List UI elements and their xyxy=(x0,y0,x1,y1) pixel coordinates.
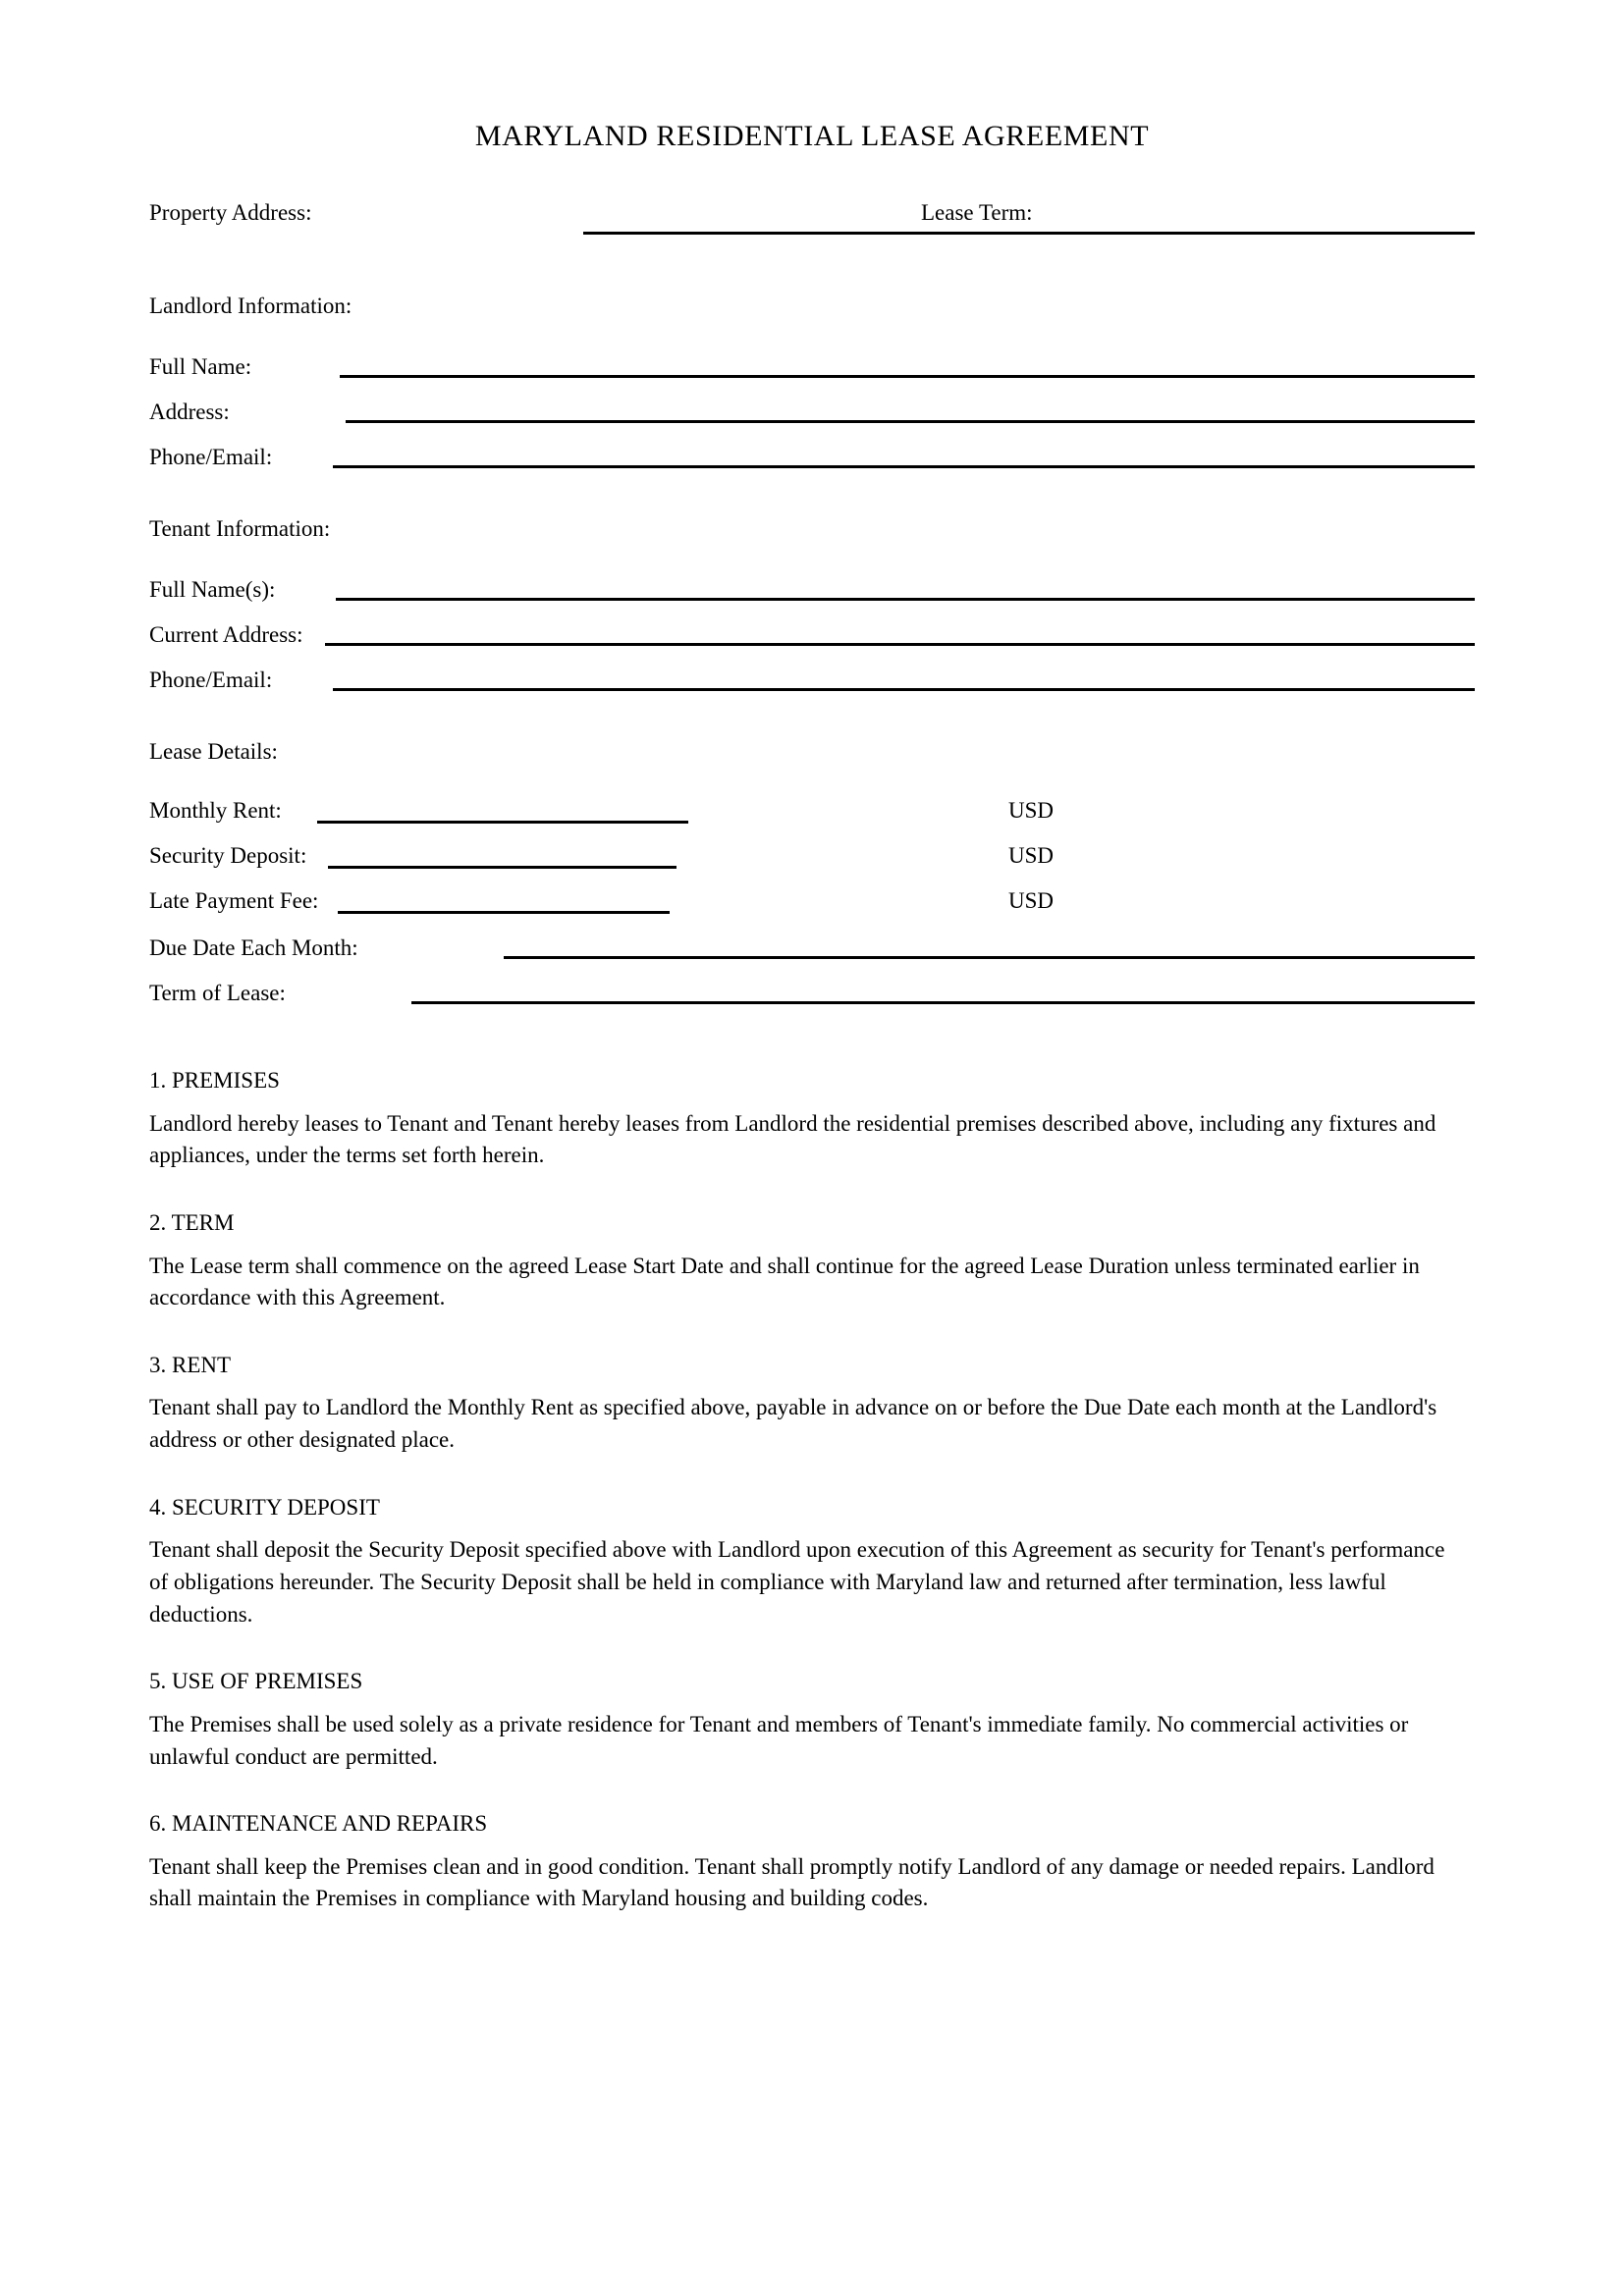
spacer xyxy=(149,470,1475,517)
clause-security-deposit xyxy=(149,1494,1475,1631)
tenant-phone-email-label: Phone/Email: xyxy=(149,667,273,692)
clause-rent-title: 3. RENT xyxy=(149,1352,232,1377)
tenant-current-address-input-line[interactable] xyxy=(325,643,1475,646)
clause-maintenance-and-repairs xyxy=(149,1810,1475,1915)
clause-term xyxy=(149,1209,1475,1314)
clause-premises-title: 1. PREMISES xyxy=(149,1068,280,1093)
late-payment-fee-row xyxy=(149,871,1475,916)
landlord-address-row xyxy=(149,380,1475,425)
monthly-rent-input-line[interactable] xyxy=(317,821,688,824)
monthly-rent-row xyxy=(149,780,1475,826)
page-title: MARYLAND RESIDENTIAL LEASE AGREEMENT xyxy=(474,120,1150,152)
term-of-lease-row xyxy=(149,961,1475,1006)
term-of-lease-label: Term of Lease: xyxy=(149,981,286,1005)
landlord-full-name-label: Full Name: xyxy=(149,354,252,379)
security-deposit-input-line[interactable] xyxy=(328,866,677,869)
clause-maintenance-and-repairs-title: 6. MAINTENANCE AND REPAIRS xyxy=(149,1811,488,1837)
clause-premises-body: Landlord hereby leases to Tenant and Tenant hereby leases from Landlord the residential premises described above, including any fixtures and appliances, under the terms set forth herein. xyxy=(149,1110,1436,1168)
clause-use-of-premises-body: The Premises shall be used solely as a private residence for Tenant and members of Tenant's immediate family. No commercial activities or unlawful conduct are permitted. xyxy=(149,1711,1409,1769)
landlord-information-heading: Landlord Information: xyxy=(149,294,352,318)
clause-use-of-premises xyxy=(149,1668,1475,1773)
landlord-address-label: Address: xyxy=(149,400,230,424)
landlord-phone-email-label: Phone/Email: xyxy=(149,445,273,469)
clause-term-title: 2. TERM xyxy=(149,1209,235,1235)
due-date-row xyxy=(149,916,1475,961)
document-content xyxy=(149,0,1475,1952)
property-address-row xyxy=(149,196,1475,247)
monthly-rent-currency: USD xyxy=(1008,798,1055,823)
clauses-section xyxy=(149,1067,1475,1915)
landlord-address-input-line[interactable] xyxy=(346,420,1475,423)
tenant-full-names-row xyxy=(149,558,1475,603)
spacer xyxy=(149,317,1475,335)
spacer xyxy=(149,693,1475,740)
security-deposit-currency: USD xyxy=(1008,843,1055,868)
spacer xyxy=(149,763,1475,780)
late-payment-fee-currency: USD xyxy=(1008,888,1055,913)
lease-term-label: Lease Term: xyxy=(921,200,1033,225)
due-date-label: Due Date Each Month: xyxy=(149,935,358,960)
due-date-input-line[interactable] xyxy=(504,956,1475,959)
lease-details-block xyxy=(149,740,1475,1006)
tenant-information-heading: Tenant Information: xyxy=(149,516,331,541)
clause-rent-body: Tenant shall pay to Landlord the Monthly Rent as specified above, payable in advance on or before the Due Date each month at the Landlord's address or other designated place. xyxy=(149,1395,1437,1453)
tenant-current-address-row xyxy=(149,603,1475,648)
spacer xyxy=(149,247,1475,294)
landlord-full-name-input-line[interactable] xyxy=(340,375,1475,378)
spacer xyxy=(149,540,1475,558)
clause-security-deposit-title: 4. SECURITY DEPOSIT xyxy=(149,1494,380,1520)
monthly-rent-label: Monthly Rent: xyxy=(149,798,282,823)
lease-details-heading: Lease Details: xyxy=(149,739,278,764)
security-deposit-label: Security Deposit: xyxy=(149,843,307,868)
clause-rent xyxy=(149,1352,1475,1457)
property-address-input-line[interactable] xyxy=(583,232,1475,235)
late-payment-fee-label: Late Payment Fee: xyxy=(149,888,319,913)
clause-premises xyxy=(149,1067,1475,1172)
landlord-information-block xyxy=(149,294,1475,470)
property-address-label: Property Address: xyxy=(149,200,312,225)
clause-security-deposit-body: Tenant shall deposit the Security Deposit specified above with Landlord upon execution of this Agreement as security for Tenant's performance of obligations hereunder. The Security Deposit shall be held in compliance with Maryland law and returned after termination, less lawful deductions. xyxy=(149,1537,1445,1627)
security-deposit-row xyxy=(149,826,1475,871)
tenant-phone-email-row xyxy=(149,648,1475,693)
tenant-current-address-label: Current Address: xyxy=(149,622,303,647)
clause-use-of-premises-title: 5. USE OF PREMISES xyxy=(149,1669,363,1694)
tenant-information-block xyxy=(149,517,1475,693)
term-of-lease-input-line[interactable] xyxy=(411,1001,1475,1004)
clause-maintenance-and-repairs-body: Tenant shall keep the Premises clean and in good condition. Tenant shall promptly notify Landlord of any damage or needed repairs. Landlord shall maintain the Premises in compliance with Maryland housing and building codes. xyxy=(149,1853,1435,1911)
clause-term-body: The Lease term shall commence on the agreed Lease Start Date and shall continue for the agreed Lease Duration unless terminated earlier in accordance with this Agreement. xyxy=(149,1253,1420,1310)
tenant-full-names-label: Full Name(s): xyxy=(149,577,276,602)
landlord-phone-email-input-line[interactable] xyxy=(333,465,1475,468)
tenant-phone-email-input-line[interactable] xyxy=(333,688,1475,691)
landlord-phone-email-row xyxy=(149,425,1475,470)
landlord-full-name-row xyxy=(149,335,1475,380)
tenant-full-names-input-line[interactable] xyxy=(336,598,1475,601)
late-payment-fee-input-line[interactable] xyxy=(338,911,670,914)
